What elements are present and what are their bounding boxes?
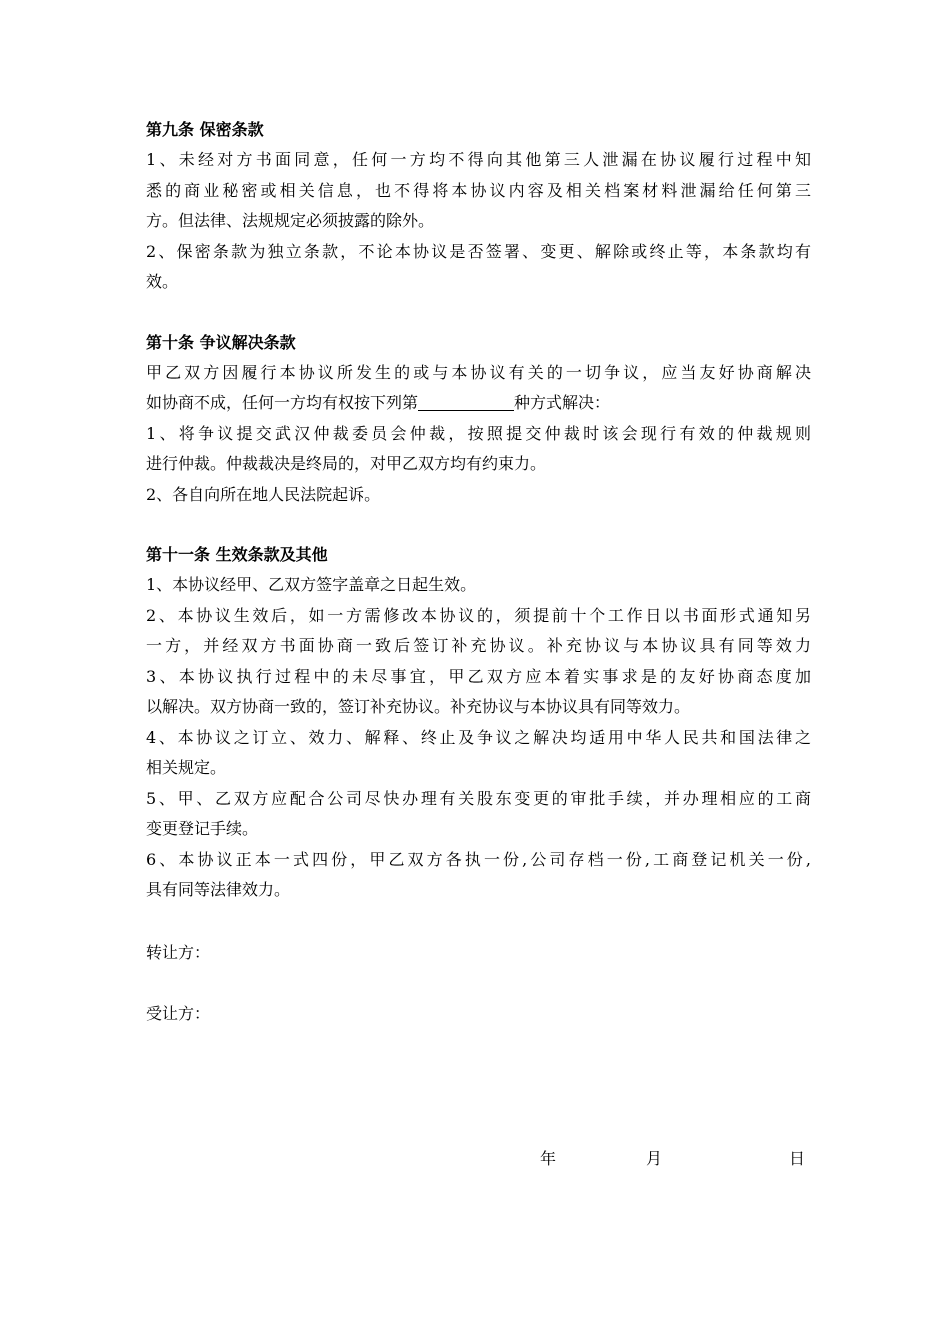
section-11-line: 5、甲、乙双方应配合公司尽快办理有关股东变更的审批手续，并办理相应的工商	[146, 788, 811, 808]
section-10-line: 进行仲裁。仲裁裁决是终局的，对甲乙双方均有约束力。	[146, 454, 547, 473]
section-9-line: 方。但法律、法规规定必须披露的除外。	[146, 211, 435, 230]
choice-text-before: 如协商不成，任何一方均有权按下列第	[146, 393, 419, 412]
transferee-label: 受让方：	[146, 1004, 211, 1023]
transferor-label: 转让方：	[146, 942, 211, 962]
section-11-line: 变更登记手续。	[146, 819, 259, 838]
document-page	[146, 115, 811, 1030]
section-11-line: 以解决。双方协商一致的，签订补充协议。补充协议与本协议具有同等效力。	[146, 697, 691, 716]
section-10-line: 甲乙双方因履行本协议所发生的或与本协议有关的一切争议，应当友好协商解决	[146, 362, 811, 382]
spacer	[146, 906, 811, 938]
section-10-line: 1、将争议提交武汉仲裁委员会仲裁，按照提交仲裁时该会现行有效的仲裁规则	[146, 423, 811, 443]
spacer	[146, 298, 811, 328]
section-10-choice-line	[146, 388, 811, 419]
date-month-label: 月	[646, 1149, 663, 1168]
section-9-line: 效。	[146, 272, 179, 291]
section-11-line: 1、本协议经甲、乙双方签字盖章之日起生效。	[146, 575, 477, 594]
section-11-line: 3、本协议执行过程中的未尽事宜，甲乙双方应本着实事求是的友好协商态度加	[146, 666, 811, 686]
section-9-line: 悉的商业秘密或相关信息，也不得将本协议内容及相关档案材料泄漏给任何第三	[146, 180, 811, 200]
section-9-line: 1、未经对方书面同意，任何一方均不得向其他第三人泄漏在协议履行过程中知	[146, 150, 811, 169]
section-10-line: 2、各自向所在地人民法院起诉。	[146, 484, 381, 504]
date-year-label: 年	[540, 1149, 557, 1168]
section-11-line: 相关规定。	[146, 758, 227, 777]
section-11-line: 一方，并经双方书面协商一致后签订补充协议。补充协议与本协议具有同等效力	[146, 636, 811, 655]
section-11-line: 4、本协议之订立、效力、解释、终止及争议之解决均适用中华人民共和国法律之	[146, 727, 811, 747]
date-day-label: 日	[789, 1149, 806, 1168]
section-11-heading: 第十一条 生效条款及其他	[146, 545, 328, 564]
section-11-line: 2、本协议生效后，如一方需修改本协议的，须提前十个工作日以书面形式通知另	[146, 605, 811, 625]
section-11-line: 具有同等法律效力。	[146, 880, 291, 899]
choice-text-after: 种方式解决：	[514, 393, 611, 412]
section-9-line: 2、保密条款为独立条款，不论本协议是否签署、变更、解除或终止等，本条款均有	[146, 241, 811, 261]
section-10-heading: 第十条 争议解决条款	[146, 332, 296, 352]
spacer	[146, 968, 811, 999]
choice-blank-field	[418, 392, 514, 411]
section-11-line: 6、本协议正本一式四份，甲乙双方各执一份,公司存档一份,工商登记机关一份,	[146, 849, 811, 869]
section-9-heading: 第九条 保密条款	[146, 120, 264, 139]
spacer	[146, 510, 811, 540]
